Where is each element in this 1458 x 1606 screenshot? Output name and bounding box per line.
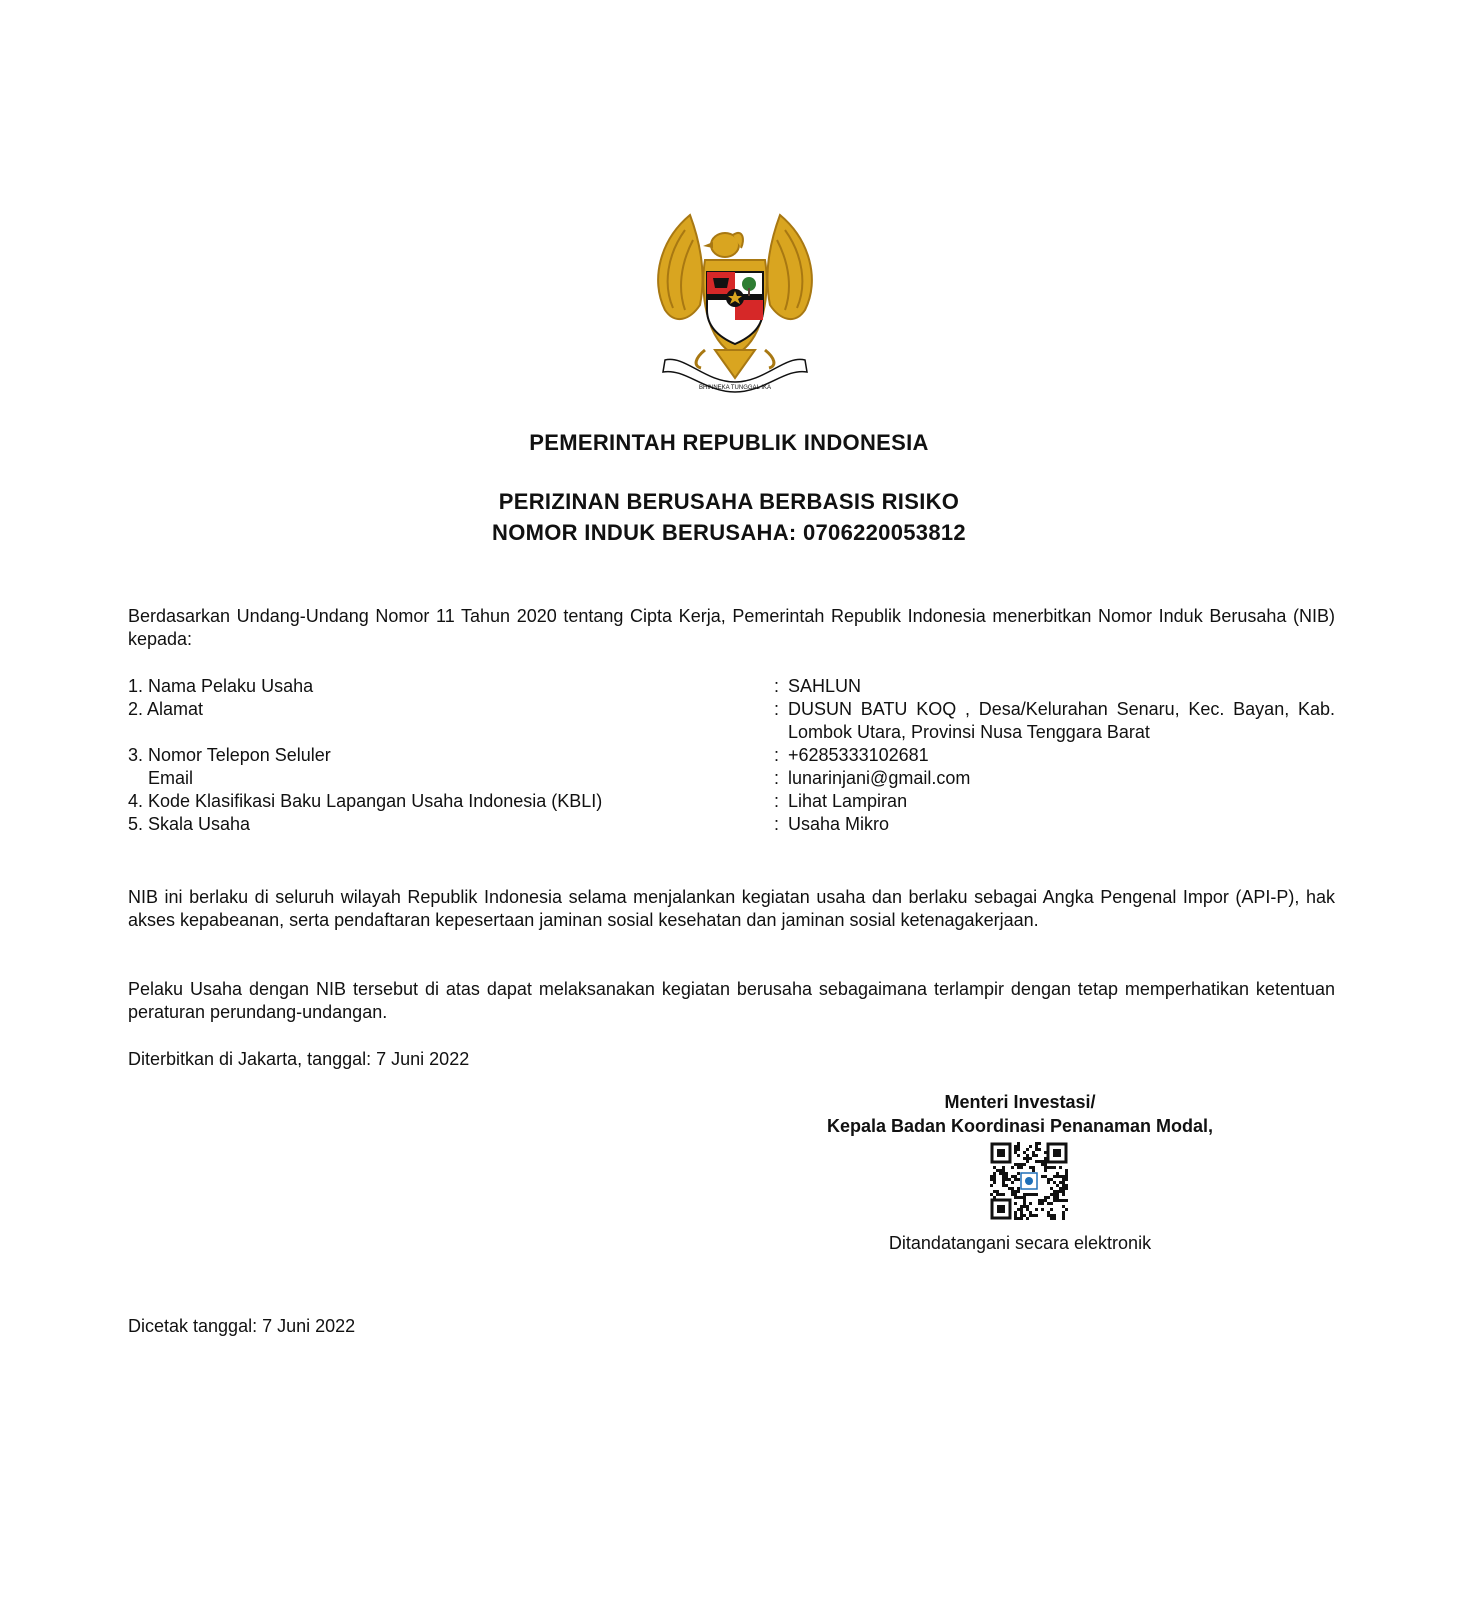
field-row (128, 675, 1335, 698)
field-label: 5. Skala Usaha (128, 814, 251, 834)
field-label: 3. Nomor Telepon Seluler (128, 745, 331, 765)
field-colon: : (774, 676, 780, 696)
field-row (128, 744, 1335, 767)
field-value: Lihat Lampiran (788, 791, 908, 811)
qr-code-icon (990, 1142, 1068, 1220)
field-value: DUSUN BATU KOQ , Desa/Kelurahan Senaru, Kec. Bayan, Kab. Lombok Utara, Provinsi Nusa Tenggara Barat (788, 699, 1335, 742)
business-fields (128, 675, 1335, 836)
garuda-emblem-icon (645, 210, 825, 400)
field-label: 4. Kode Klasifikasi Baku Lapangan Usaha Indonesia (KBLI) (128, 791, 603, 811)
field-row (128, 813, 1335, 836)
field-colon: : (774, 814, 780, 834)
field-colon: : (774, 768, 780, 788)
field-colon: : (774, 745, 780, 765)
field-row (128, 790, 1335, 813)
field-label: 1. Nama Pelaku Usaha (128, 676, 314, 696)
field-value: Usaha Mikro (788, 814, 890, 834)
field-row (128, 698, 1335, 744)
signatory-role-line2: Kepala Badan Koordinasi Penanaman Modal, (826, 1116, 1214, 1136)
field-colon: : (774, 791, 780, 811)
field-row (128, 767, 1335, 790)
printed-date: Dicetak tanggal: 7 Juni 2022 (128, 1316, 356, 1336)
field-value: lunarinjani@gmail.com (788, 768, 971, 788)
validity-paragraph: NIB ini berlaku di seluruh wilayah Republik Indonesia selama menjalankan kegiatan usaha dan berlaku sebagai Angka Pengenal Impor (API-P), hak akses kepabeanan, serta pendaftaran kepesertaan jaminan sosial kesehatan dan jaminan sosial ketenagakerjaan. (128, 887, 1335, 930)
field-label: 2. Alamat (128, 699, 204, 719)
government-heading: PEMERINTAH REPUBLIK INDONESIA (529, 430, 929, 455)
field-colon: : (774, 699, 780, 719)
field-value: +6285333102681 (788, 745, 929, 765)
document-title: PERIZINAN BERUSAHA BERBASIS RISIKO (498, 489, 960, 514)
field-label: Email (148, 768, 194, 788)
field-value: SAHLUN (788, 676, 862, 696)
electronic-signature-note: Ditandatangani secara elektronik (888, 1233, 1152, 1253)
note-paragraph: Pelaku Usaha dengan NIB tersebut di atas dapat melaksanakan kegiatan berusaha sebagaimana terlampir dengan tetap memperhatikan ketentuan peraturan perundang-undangan. (128, 979, 1335, 1022)
issued-date: Diterbitkan di Jakarta, tanggal: 7 Juni 2022 (128, 1049, 470, 1069)
intro-paragraph: Berdasarkan Undang-Undang Nomor 11 Tahun 2020 tentang Cipta Kerja, Pemerintah Republik Indonesia menerbitkan Nomor Induk Berusaha (NIB) kepada: (128, 606, 1335, 649)
nib-number: NOMOR INDUK BERUSAHA: 0706220053812 (492, 520, 966, 545)
signatory-role-line1: Menteri Investasi/ (944, 1092, 1096, 1112)
emblem-motto: BHINNEKA TUNGGAL IKA (698, 385, 772, 391)
